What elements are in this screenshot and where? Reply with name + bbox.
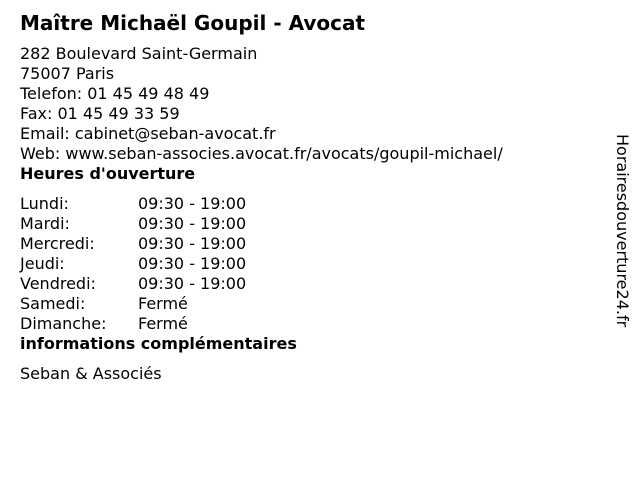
phone-number: Telefon: 01 45 49 48 49: [20, 84, 210, 103]
business-listing: [20, 10, 600, 384]
site-brand-vertical: Horairesdouverture24.fr: [613, 134, 632, 328]
opening-hours-heading: Heures d'ouverture: [20, 164, 196, 183]
day-label: Vendredi:: [20, 274, 96, 293]
page-title: Maître Michaël Goupil - Avocat: [20, 11, 366, 35]
hours-row-monday: [20, 194, 600, 214]
hours-row-tuesday: [20, 214, 600, 234]
time-value: 09:30 - 19:00: [138, 254, 247, 273]
website-url: Web: www.seban-associes.avocat.fr/avocats/goupil-michael/: [20, 144, 503, 163]
time-value: 09:30 - 19:00: [138, 234, 247, 253]
day-label: Samedi:: [20, 294, 86, 313]
day-label: Dimanche:: [20, 314, 107, 333]
email-address: Email: cabinet@seban-avocat.fr: [20, 124, 276, 143]
street-address: 282 Boulevard Saint-Germain: [20, 44, 258, 63]
hours-row-wednesday: [20, 234, 600, 254]
day-label: Mercredi:: [20, 234, 95, 253]
contact-block: [20, 44, 600, 164]
hours-row-saturday: [20, 294, 600, 314]
day-label: Jeudi:: [20, 254, 65, 273]
city-postcode: 75007 Paris: [20, 64, 115, 83]
hours-row-friday: [20, 274, 600, 294]
fax-number: Fax: 01 45 49 33 59: [20, 104, 180, 123]
day-label: Lundi:: [20, 194, 69, 213]
additional-info-text: Seban & Associés: [20, 364, 162, 383]
time-value: Fermé: [138, 314, 188, 333]
time-value: Fermé: [138, 294, 188, 313]
additional-info-heading: informations complémentaires: [20, 334, 297, 353]
day-label: Mardi:: [20, 214, 70, 233]
hours-row-thursday: [20, 254, 600, 274]
time-value: 09:30 - 19:00: [138, 194, 247, 213]
time-value: 09:30 - 19:00: [138, 274, 247, 293]
time-value: 09:30 - 19:00: [138, 214, 247, 233]
hours-row-sunday: [20, 314, 600, 334]
opening-hours-table: [20, 194, 600, 334]
